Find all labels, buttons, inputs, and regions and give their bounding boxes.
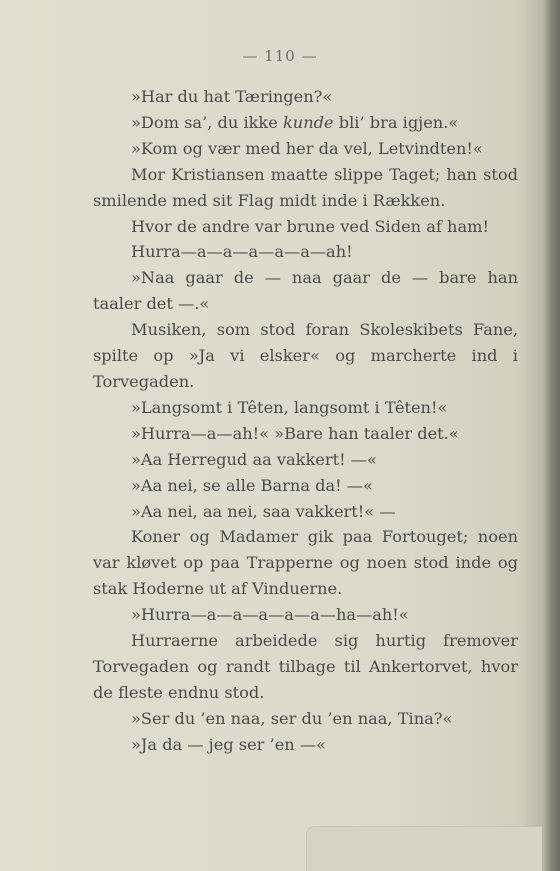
paragraph: »Hurra—a—ah!« »Bare han taaler det.« (131, 423, 459, 443)
page-number: — 110 — (242, 47, 318, 65)
paragraph: »Aa Herregud aa vakkert! —« (131, 449, 377, 469)
emphasized-word: kunde (282, 112, 334, 132)
paragraph: Hurraerne arbeidede sig hurtig fremover Torvegaden og randt tilbage til Ankertorvet, hvor de fleste endnu stod. (93, 631, 518, 702)
paragraph: »Langsomt i Têten, langsomt i Têten!« (131, 397, 448, 417)
paragraph: Hvor de andre var brune ved Siden af ham! (131, 216, 489, 236)
paragraph: Koner og Madamer gik paa Fortouget; noen var kløvet op paa Trapperne og noen stod inde og stak Hoderne ut af Vinduerne. (93, 527, 518, 599)
paragraph: »Ser du ’en naa, ser du ’en naa, Tina?« (131, 708, 453, 728)
paragraph (93, 110, 518, 136)
paragraph: Musiken, som stod foran Skoleskibets Fane, spilte op »Ja vi elsker« og marcherte ind i Torvegaden. (93, 320, 518, 391)
paragraph-text-start: »Dom sa’, du ikke (131, 112, 283, 132)
paragraph: »Har du hat Tæringen?« (131, 87, 333, 106)
paragraph: »Kom og vær med her da vel, Letvindten!« (131, 138, 483, 158)
book-spine-edge (544, 0, 560, 871)
paragraph: Hurra—a—a—a—a—a—ah! (131, 242, 353, 262)
paragraph: Mor Kristiansen maatte slippe Taget; han stod smilende med sit Flag midt inde i Rækken. (93, 164, 518, 210)
paragraph: »Naa gaar de — naa gaar de — bare han taaler det —.« (93, 268, 518, 314)
paragraph: »Aa nei, se alle Barna da! —« (131, 475, 373, 495)
body-text (93, 84, 518, 758)
paragraph: »Aa nei, aa nei, saa vakkert!« — (131, 501, 396, 521)
paragraph: »Hurra—a—a—a—a—a—ha—ah!« (131, 605, 409, 625)
paragraph-text-end: bli’ bra igjen.« (333, 112, 459, 132)
paragraph: »Ja da — jeg ser ’en —« (131, 734, 326, 754)
page-corner-fold (306, 826, 542, 871)
